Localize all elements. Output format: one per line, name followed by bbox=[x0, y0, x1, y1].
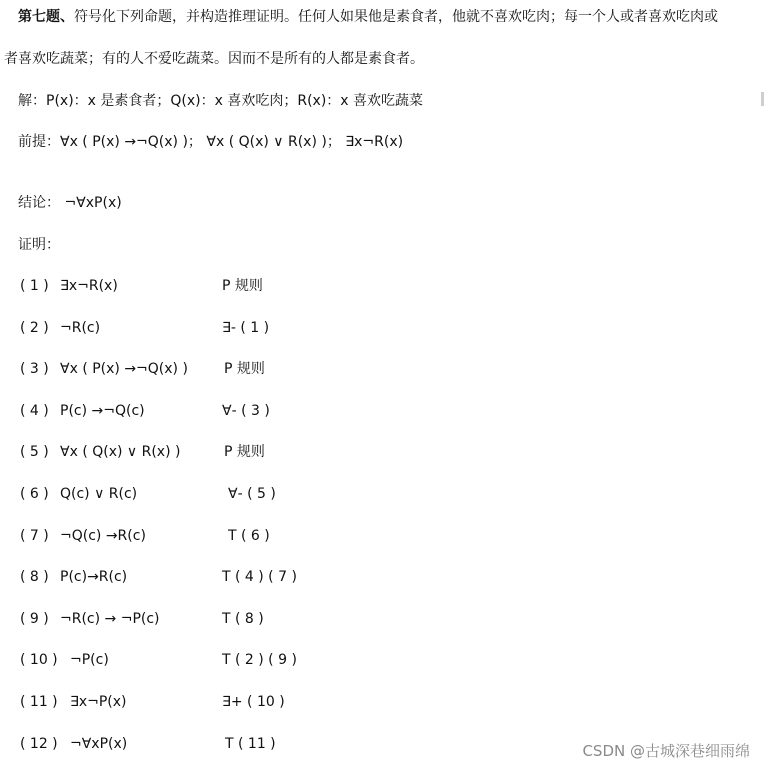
step-formula: ¬R(c) → ¬P(c) bbox=[60, 611, 160, 627]
step-formula: ∀x ( Q(x) ∨ R(x) ) bbox=[60, 444, 181, 460]
step-rule: T ( 8 ) bbox=[222, 611, 264, 627]
step-rule: P 规则 bbox=[224, 361, 265, 377]
step-number: ( 9 ) bbox=[20, 611, 49, 627]
definitions: 解：P(x)：x 是素食者；Q(x)：x 喜欢吃肉；R(x)：x 喜欢吃蔬菜 bbox=[18, 93, 424, 109]
step-rule: ∀- ( 5 ) bbox=[228, 486, 276, 502]
step-rule: P 规则 bbox=[224, 444, 265, 460]
step-rule: ∃+ ( 10 ) bbox=[222, 694, 285, 710]
step-number: ( 1 ) bbox=[20, 278, 49, 294]
step-rule: P 规则 bbox=[222, 278, 263, 294]
premises: 前提：∀x ( P(x) →¬Q(x) )； ∀x ( Q(x) ∨ R(x) )； ∃x¬R(x) bbox=[18, 134, 404, 150]
step-rule: T ( 4 ) ( 7 ) bbox=[222, 569, 297, 585]
conclusion: 结论： ¬∀xP(x) bbox=[18, 195, 122, 211]
watermark: CSDN @古城深巷细雨绵 bbox=[582, 742, 750, 760]
step-rule: T ( 2 ) ( 9 ) bbox=[222, 652, 297, 668]
step-formula: P(c) →¬Q(c) bbox=[60, 403, 145, 419]
step-formula: ¬R(c) bbox=[60, 320, 101, 336]
problem-line-2: 者喜欢吃蔬菜；有的人不爱吃蔬菜。因而不是所有的人都是素食者。 bbox=[4, 51, 424, 67]
step-number: ( 2 ) bbox=[20, 320, 49, 336]
step-formula: ¬Q(c) →R(c) bbox=[60, 528, 146, 544]
step-formula: ∃x¬R(x) bbox=[60, 278, 118, 294]
step-formula: ∃x¬P(x) bbox=[70, 694, 127, 710]
step-number: ( 3 ) bbox=[20, 361, 49, 377]
step-number: ( 5 ) bbox=[20, 444, 49, 460]
step-rule: T ( 6 ) bbox=[228, 528, 270, 544]
step-rule: ∃- ( 1 ) bbox=[222, 320, 270, 336]
step-number: ( 10 ) bbox=[20, 652, 58, 668]
step-number: ( 7 ) bbox=[20, 528, 49, 544]
step-formula: ¬∀xP(x) bbox=[70, 736, 128, 752]
step-number: ( 12 ) bbox=[20, 736, 58, 752]
proof-heading: 证明： bbox=[18, 237, 60, 253]
problem-label: 第七题、 bbox=[18, 9, 74, 25]
step-number: ( 6 ) bbox=[20, 486, 49, 502]
step-rule: ∀- ( 3 ) bbox=[222, 403, 270, 419]
step-number: ( 11 ) bbox=[20, 694, 58, 710]
step-formula: P(c)→R(c) bbox=[60, 569, 128, 585]
step-number: ( 4 ) bbox=[20, 403, 49, 419]
problem-text-1: 符号化下列命题，并构造推理证明。任何人如果他是素食者，他就不喜欢吃肉；每一个人或者喜欢吃肉或 bbox=[74, 9, 718, 25]
problem-line-1 bbox=[18, 8, 718, 26]
step-formula: ¬P(c) bbox=[70, 652, 109, 668]
step-rule: T ( 11 ) bbox=[225, 736, 276, 752]
step-formula: Q(c) ∨ R(c) bbox=[60, 486, 138, 502]
step-formula: ∀x ( P(x) →¬Q(x) ) bbox=[60, 361, 188, 377]
step-number: ( 8 ) bbox=[20, 569, 49, 585]
